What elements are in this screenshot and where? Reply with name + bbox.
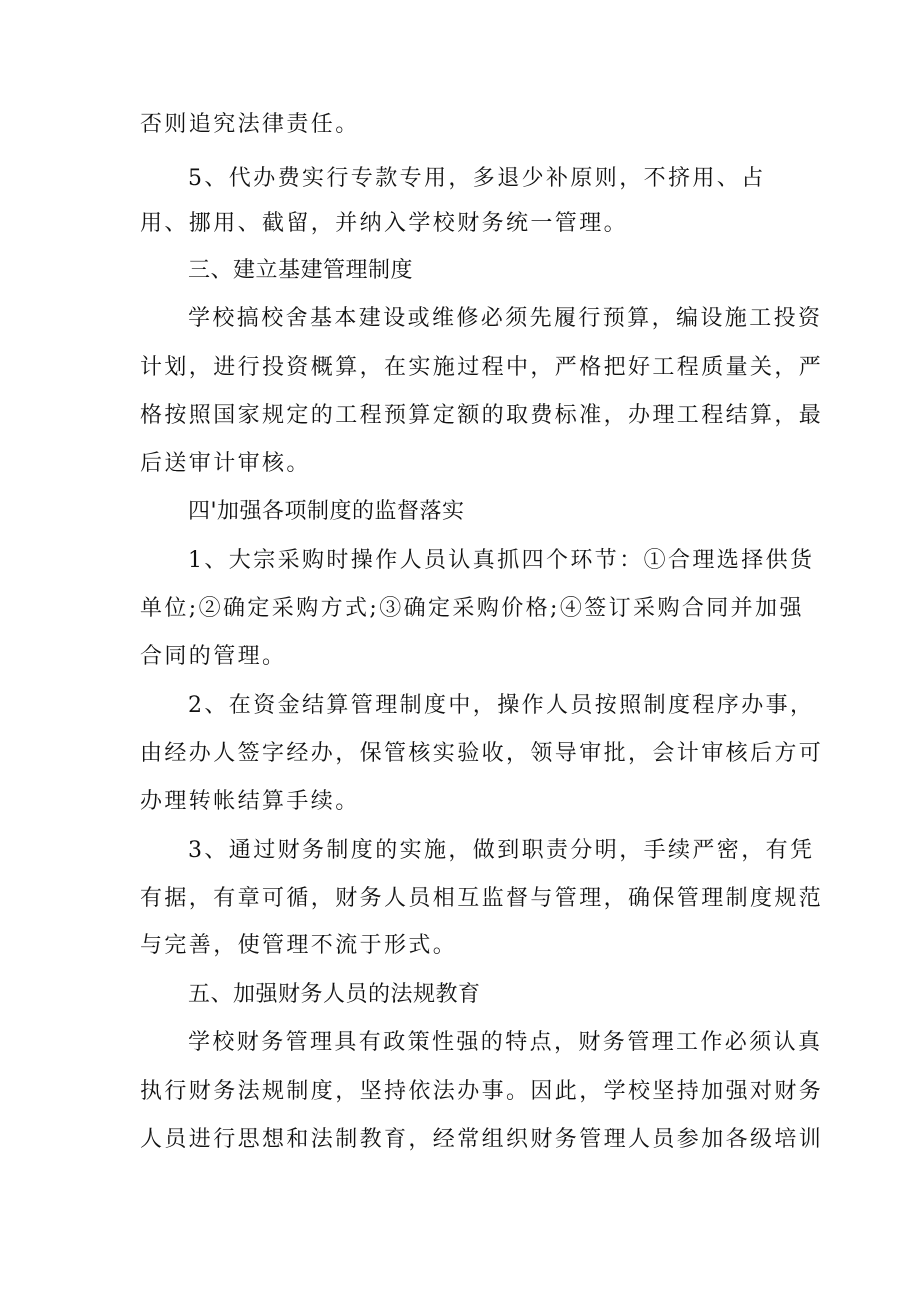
section-heading-4: 四'加强各项制度的监督落实 (188, 499, 465, 524)
text-line: 5、代办费实行专款专用，多退少补原则，不挤用、占 (188, 166, 766, 191)
section-heading-3: 三、建立基建管理制度 (188, 258, 414, 283)
text-line: 2、在资金结算管理制度中，操作人员按照制度程序办事， (188, 693, 815, 718)
text-line: 用、挪用、截留，并纳入学校财务统一管理。 (140, 211, 629, 236)
text-line: 计划，进行投资概算，在实施过程中，严格把好工程质量关，严 (140, 355, 824, 380)
text-line: 与完善，使管理不流于形式。 (140, 933, 458, 958)
text-line: 否则追究法律责任。 (140, 112, 360, 137)
text-line: 有据，有章可循，财务人员相互监督与管理，确保管理制度规范 (140, 886, 824, 911)
text-line: 办理转帐结算手续。 (140, 789, 360, 814)
text-line: 格按照国家规定的工程预算定额的取费标准，办理工程结算，最 (140, 403, 824, 428)
text-line: 合同的管理。 (140, 644, 287, 669)
text-line: 执行财务法规制度，坚持依法办事。因此，学校坚持加强对财务 (140, 1079, 824, 1104)
text-line: 学校搞校舍基本建设或维修必须先履行预算，编设施工投资 (188, 306, 823, 331)
text-line: 3、通过财务制度的实施，做到职责分明，手续严密，有凭 (188, 838, 815, 863)
text-line: 学校财务管理具有政策性强的特点，财务管理工作必须认真 (188, 1030, 823, 1055)
text-line: 后送审计审核。 (140, 451, 311, 476)
text-line: 1、大宗采购时操作人员认真抓四个环节：①合理选择供货 (188, 548, 815, 573)
text-line: 人员进行思想和法制教育，经常组织财务管理人员参加各级培训 (140, 1127, 824, 1152)
text-line: 单位;②确定采购方式;③确定采购价格;④签订采购合同并加强 (140, 596, 804, 621)
text-line: 由经办人签字经办，保管核实验收，领导审批，会计审核后方可 (140, 741, 824, 766)
section-heading-5: 五、加强财务人员的法规教育 (188, 982, 481, 1007)
